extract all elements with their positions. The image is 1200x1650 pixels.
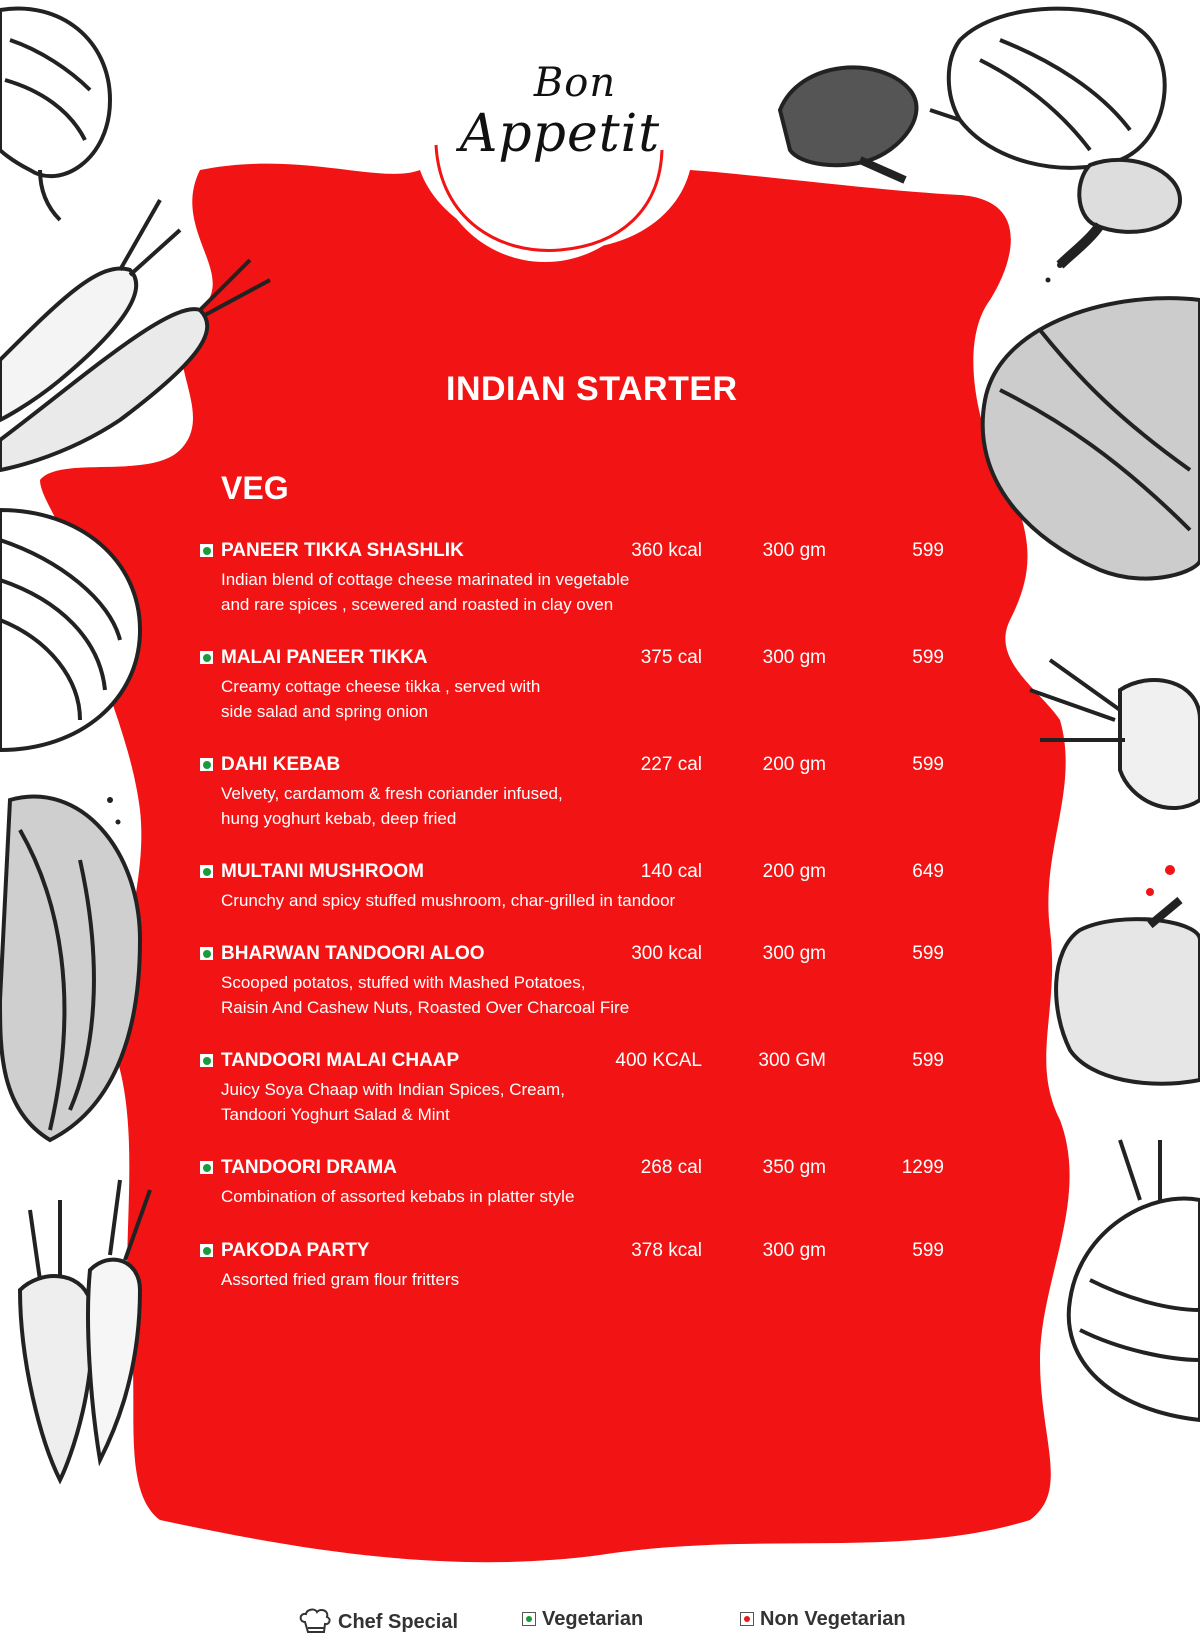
legend-vegetarian: Vegetarian: [522, 1608, 643, 1631]
item-name: DAHI KEBAB: [221, 754, 341, 775]
legend-non-vegetarian: Non Vegetarian: [740, 1608, 906, 1631]
item-price: 599: [912, 1240, 944, 1261]
carrot-doodle-bottomleft: [20, 1276, 92, 1480]
logo-line-1: Bon: [533, 60, 617, 106]
menu-item: [200, 943, 960, 1033]
menu-item: [200, 647, 960, 737]
item-price: 649: [912, 861, 944, 882]
item-description: Crunchy and spicy stuffed mushroom, char-grilled in tandoor: [221, 891, 676, 910]
veg-mark-icon: [200, 1244, 213, 1257]
item-name: MALAI PANEER TIKKA: [221, 647, 428, 668]
item-calories: 268 cal: [640, 1157, 702, 1178]
section-title-veg: VEG: [221, 470, 289, 506]
page-title: INDIAN STARTER: [446, 370, 738, 408]
item-price: 1299: [901, 1157, 944, 1178]
menu-item: [200, 1050, 960, 1140]
veg-mark-icon: [200, 865, 213, 878]
item-calories: 140 cal: [640, 861, 702, 882]
item-name: TANDOORI DRAMA: [221, 1157, 397, 1178]
item-price: 599: [912, 754, 944, 775]
item-weight: 350 gm: [762, 1157, 826, 1178]
item-name: PANEER TIKKA SHASHLIK: [221, 540, 464, 561]
item-weight: 300 gm: [762, 647, 826, 668]
broccoli-doodle: [780, 67, 916, 165]
veg-mark-icon: [522, 1612, 536, 1626]
veg-mark-icon: [200, 1054, 213, 1067]
item-calories: 360 kcal: [631, 540, 702, 561]
logo-line-2: Appetit: [459, 104, 661, 164]
menu-item: [200, 754, 960, 844]
item-calories: 227 cal: [640, 754, 702, 775]
item-description: Assorted fried gram flour fritters: [221, 1270, 460, 1289]
veg-mark-icon: [200, 947, 213, 960]
radish-doodle-right: [1120, 680, 1200, 808]
item-price: 599: [912, 540, 944, 561]
carrot-doodle-bottomleft-2: [88, 1260, 140, 1460]
chef-hat-icon: [298, 1608, 332, 1634]
mushroom-doodle: [1079, 160, 1180, 232]
menu-item: [200, 1157, 960, 1247]
veg-mark-icon: [200, 544, 213, 557]
item-weight: 200 gm: [762, 861, 826, 882]
legend: [0, 1608, 1200, 1638]
item-weight: 300 gm: [762, 943, 826, 964]
item-price: 599: [912, 647, 944, 668]
menu-item: [200, 861, 960, 951]
item-name: MULTANI MUSHROOM: [221, 861, 424, 882]
onion-doodle-topright: [949, 9, 1165, 168]
item-calories: 378 kcal: [631, 1240, 702, 1261]
item-calories: 375 cal: [640, 647, 702, 668]
item-weight: 300 GM: [758, 1050, 826, 1071]
item-name: PAKODA PARTY: [221, 1240, 370, 1261]
item-description: Combination of assorted kebabs in platter style: [221, 1187, 575, 1206]
onion-doodle-topleft: [0, 8, 110, 176]
veg-mark-icon: [200, 758, 213, 771]
legend-chef-special: Chef Special: [298, 1608, 458, 1634]
item-description: Scooped potatos, stuffed with Mashed Potatoes, Raisin And Cashew Nuts, Roasted Over Charcoal Fire: [221, 973, 630, 1017]
red-speckles: [1146, 865, 1175, 896]
item-name: BHARWAN TANDOORI ALOO: [221, 943, 485, 964]
item-price: 599: [912, 1050, 944, 1071]
veg-mark-icon: [200, 651, 213, 664]
item-weight: 300 gm: [762, 540, 826, 561]
item-calories: 400 KCAL: [615, 1050, 702, 1071]
veg-mark-icon: [200, 1161, 213, 1174]
item-name: TANDOORI MALAI CHAAP: [221, 1050, 460, 1071]
bell-pepper-doodle: [1056, 919, 1200, 1084]
item-description: Velvety, cardamom & fresh coriander infused, hung yoghurt kebab, deep fried: [221, 784, 563, 828]
item-description: Indian blend of cottage cheese marinated in vegetable and rare spices , scewered and roasted in clay oven: [221, 570, 630, 614]
item-price: 599: [912, 943, 944, 964]
menu-item: [200, 540, 960, 630]
item-calories: 300 kcal: [631, 943, 702, 964]
item-description: Creamy cottage cheese tikka , served with side salad and spring onion: [221, 677, 541, 721]
menu-item: [200, 1240, 960, 1330]
bon-appetit-logo: [440, 60, 680, 200]
leafy-greens-doodle-left: [0, 797, 140, 1140]
non-veg-mark-icon: [740, 1612, 754, 1626]
item-weight: 300 gm: [762, 1240, 826, 1261]
item-weight: 200 gm: [762, 754, 826, 775]
item-description: Juicy Soya Chaap with Indian Spices, Cream, Tandoori Yoghurt Salad & Mint: [221, 1080, 565, 1124]
